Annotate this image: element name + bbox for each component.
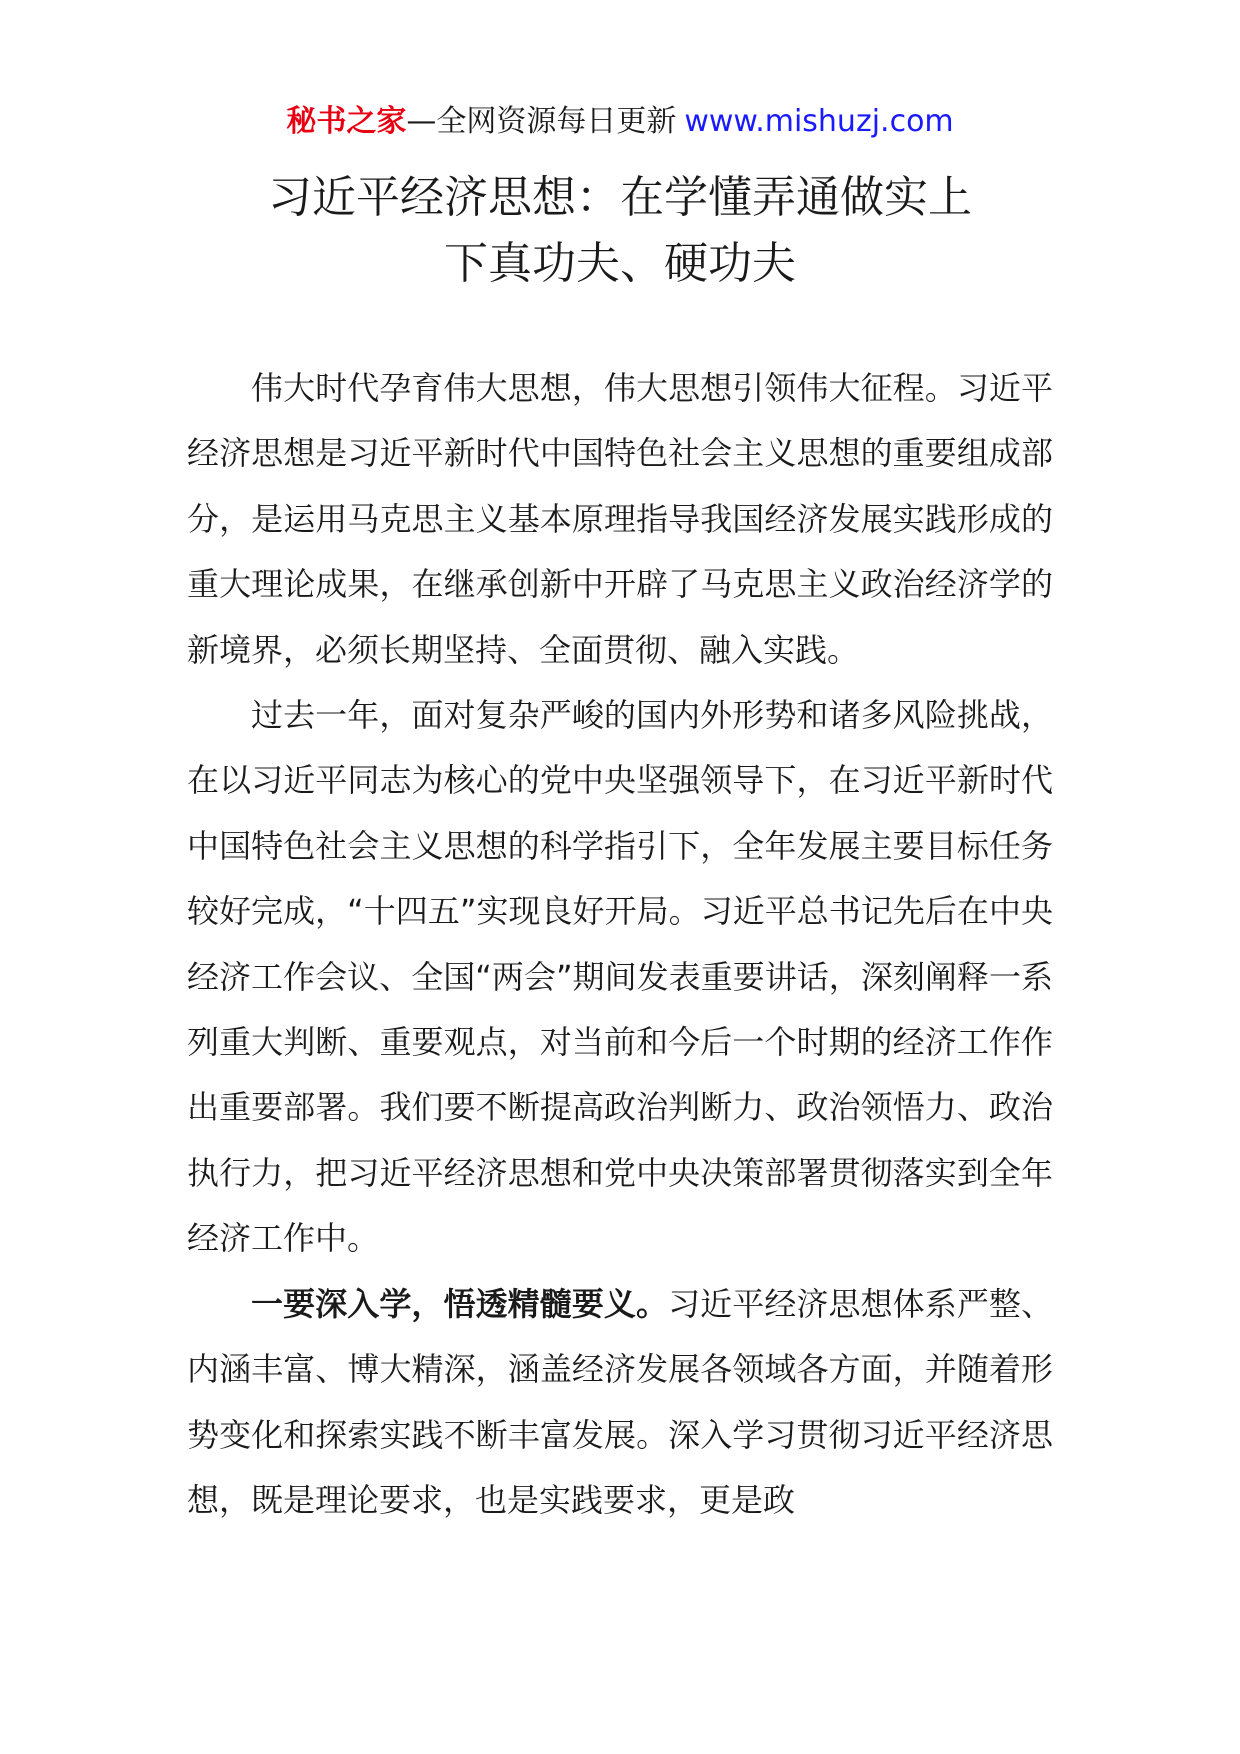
paragraph-text: 伟大时代孕育伟大思想，伟大思想引领伟大征程。习近平经济思想是习近平新时代中国特色社会主义思想的重要组成部分，是运用马克思主义基本原理指导我国经济发展实践形成的重大理论成果，在继承创新中开辟了马克思主义政治经济学的新境界，必须长期坚持、全面贯彻、融入实践。 <box>187 369 1053 669</box>
site-header <box>0 100 1240 144</box>
paragraph-text: 过去一年，面对复杂严峻的国内外形势和诸多风险挑战，在以习近平同志为核心的党中央坚强领导下，在习近平新时代中国特色社会主义思想的科学指引下，全年发展主要目标任务较好完成，“十四五”实现良好开局。习近平总书记先后在中央经济工作会议、全国“两会”期间发表重要讲话，深刻阐释一系列重大判断、重要观点，对当前和今后一个时期的经济工作作出重要部署。我们要不断提高政治判断力、政治领悟力、政治执行力，把习近平经济思想和党中央决策部署贯彻落实到全年经济工作中。 <box>187 696 1053 1258</box>
paragraph-text: 习近平经济思想体系严整、内涵丰富、博大精深，涵盖经济发展各领域各方面，并随着形势变化和探索实践不断丰富发展。深入学习贯彻习近平经济思想，既是理论要求，也是实践要求，更是政 <box>187 1284 1053 1519</box>
title-line-1: 习近平经济思想：在学懂弄通做实上 <box>268 172 972 223</box>
paragraph-2 <box>187 683 1053 1272</box>
paragraph-lead-heading: 一要深入学，悟透精髓要义。 <box>251 1284 669 1323</box>
site-tagline: —全网资源每日更新 <box>406 104 677 139</box>
title-line-2: 下真功夫、硬功夫 <box>444 238 796 289</box>
site-url-link[interactable]: www.mishuzj.com <box>684 104 954 139</box>
document-title <box>0 165 1240 297</box>
paragraph-3 <box>187 1272 1053 1534</box>
paragraph-1 <box>187 356 1053 683</box>
document-body <box>187 356 1053 1533</box>
site-brand: 秘书之家 <box>286 104 407 139</box>
